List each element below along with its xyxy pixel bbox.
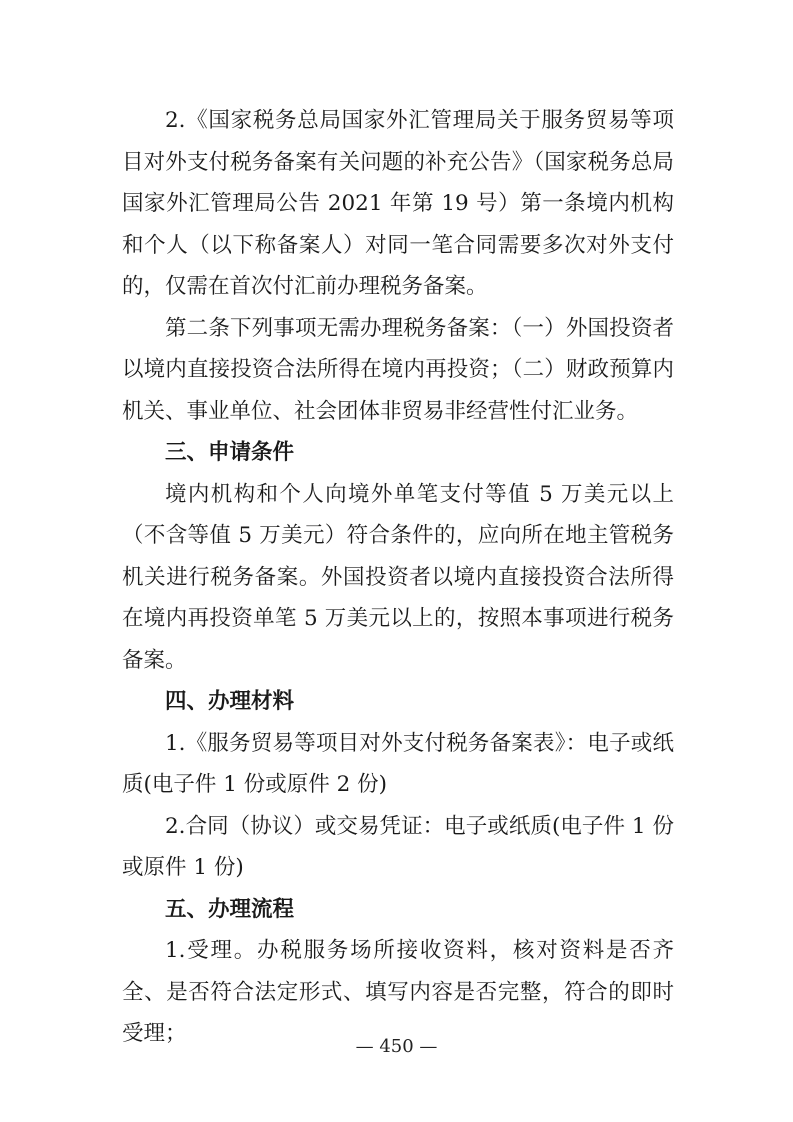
paragraph-material-contract: 2.合同（协议）或交易凭证：电子或纸质(电子件 1 份或原件 1 份) — [122, 813, 674, 880]
page-number: — 450 — — [355, 1036, 438, 1057]
paragraph-application-conditions: 境内机构和个人向境外单笔支付等值 5 万美元以上（不含等值 5 万美元）符合条件的，应向所在地主管税务机关进行税务备案。外国投资者以境内直接投资合法所得在境内再投资单笔 5 万美元以上的，按照本事项进行税务备案。 — [122, 481, 674, 673]
paragraph-process-acceptance: 1.受理。办税服务场所接收资料，核对资料是否齐全、是否符合法定形式、填写内容是否完整，符合的即时受理； — [122, 938, 674, 1046]
paragraph-supplementary-announcement: 2.《国家税务总局国家外汇管理局关于服务贸易等项目对外支付税务备案有关问题的补充公告》（国家税务总局国家外汇管理局公告 2021 年第 19 号）第一条境内机构和个人（以下称备案人）对同一笔合同需要多次对外支付的，仅需在首次付汇前办理税务备案。 — [122, 108, 674, 299]
document-body — [122, 100, 674, 1055]
heading-required-materials: 四、办理材料 — [165, 689, 295, 714]
paragraph-article-two: 第二条下列事项无需办理税务备案：（一）外国投资者以境内直接投资合法所得在境内再投资；（二）财政预算内机关、事业单位、社会团体非贸易非经营性付汇业务。 — [122, 315, 674, 424]
heading-process: 五、办理流程 — [165, 896, 295, 922]
paragraph-material-form: 1.《服务贸易等项目对外支付税务备案表》：电子或纸质(电子件 1 份或原件 2 份) — [122, 730, 674, 797]
heading-application-conditions: 三、申请条件 — [165, 440, 295, 465]
